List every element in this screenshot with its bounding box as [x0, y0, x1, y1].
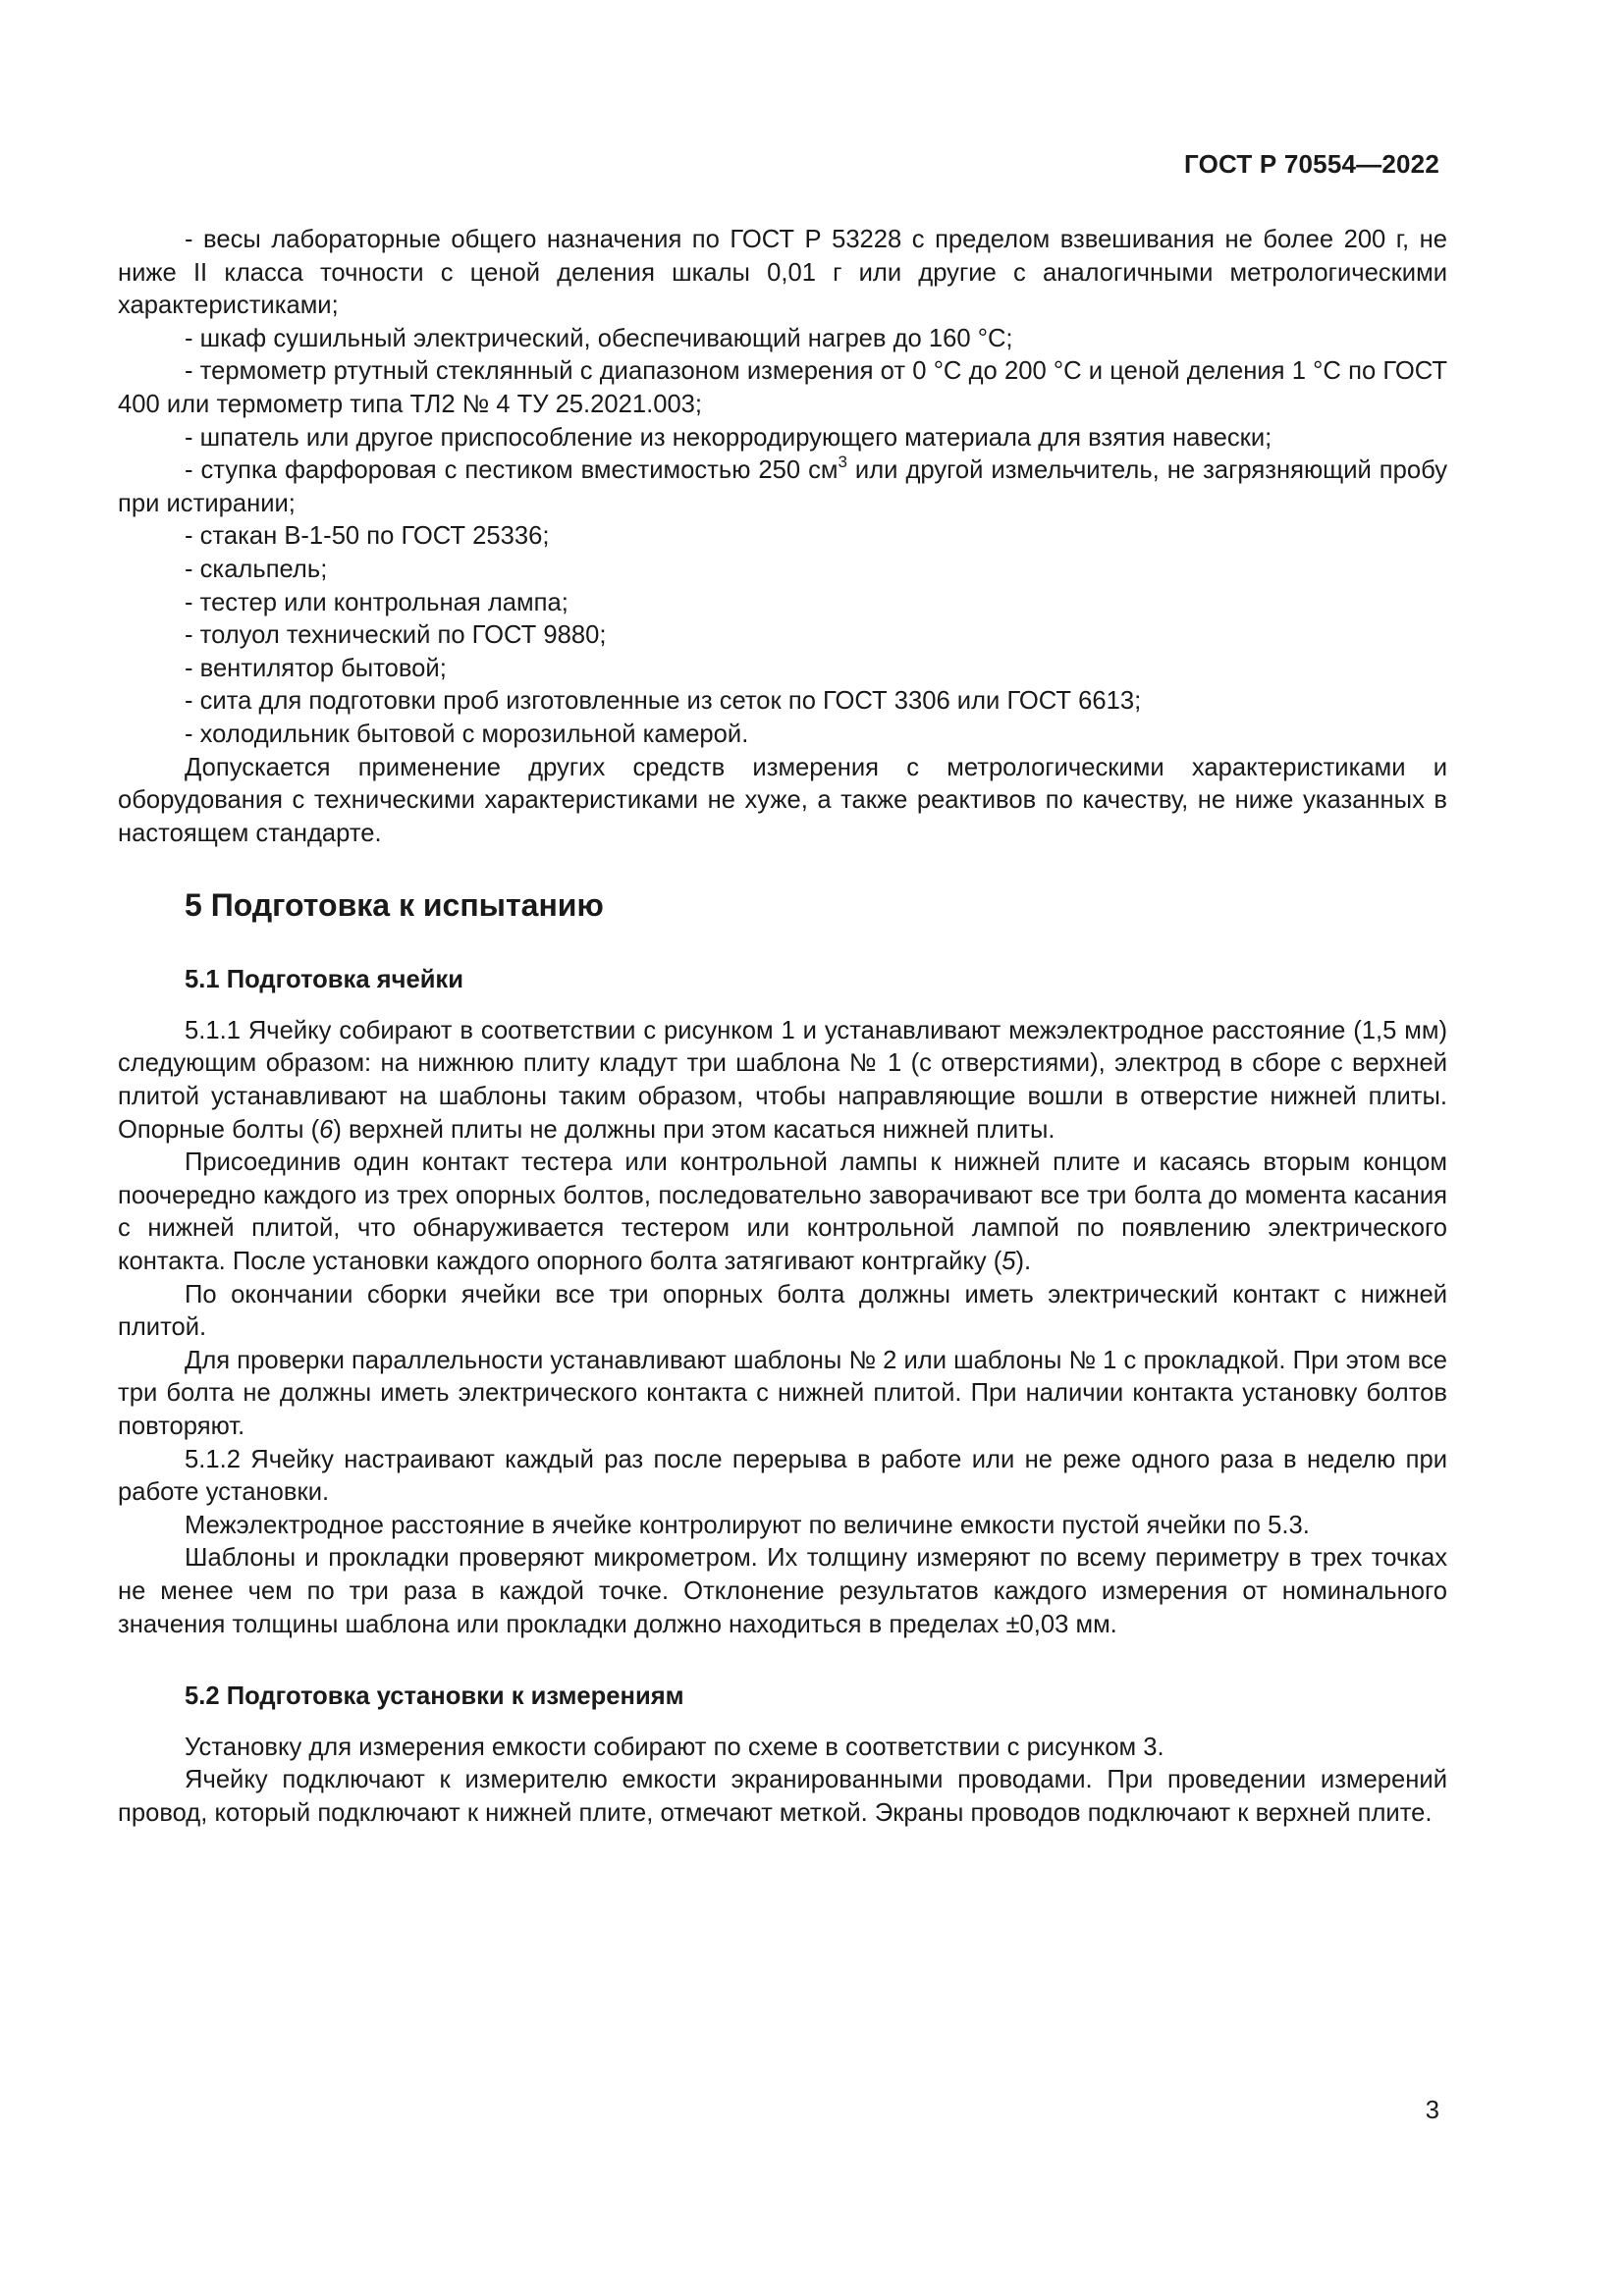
paragraph-5-1-2: 5.1.2 Ячейку настраивают каждый раз после перерыва в работе или не реже одного раза в неделю при работе установки.	[118, 1445, 1447, 1507]
paragraph: Межэлектродное расстояние в ячейке контролируют по величине емкости пустой ячейки по 5.3.	[185, 1511, 1310, 1539]
page-number: 3	[1425, 2097, 1439, 2124]
paragraph-text: ) верхней плиты не должны при этом касаться нижней плиты.	[333, 1115, 1056, 1144]
list-item: - тестер или контрольная лампа;	[185, 588, 568, 616]
list-item: - толуол технический по ГОСТ 9880;	[185, 621, 607, 650]
list-item: - термометр ртутный стеклянный с диапазоном измерения от 0 °С до 200 °С и ценой деления 1 °С по ГОСТ 400 или термометр типа ТЛ2 № 4 ТУ 25.2021.003;	[118, 357, 1447, 418]
list-item: - шпатель или другое приспособление из некорродирующего материала для взятия навески;	[185, 423, 1272, 452]
list-item: - холодильник бытовой с морозильной камерой.	[185, 720, 749, 748]
ref-number-italic: 6	[319, 1115, 334, 1144]
list-item-mortar	[118, 454, 1447, 520]
mortar-text-before: - ступка фарфоровая с пестиком вместимостью 250 см	[185, 456, 839, 485]
paragraph-5-1-1	[118, 1015, 1447, 1147]
list-item: - стакан В-1-50 по ГОСТ 25336;	[185, 522, 550, 551]
paragraph-text: Присоединив один контакт тестера или контрольной лампы к нижней плите и касаясь вторым концом поочередно каждого из трех опорных болтов, последовательно заворачивают все три болта до момента касания с нижней плитой, что обнаруживается тестером или контрольной лампой по появлению электрического контакта. После установки каждого опорного болта затягивают контргайку (	[118, 1148, 1447, 1276]
paragraph: По окончании сборки ячейки все три опорных болта должны иметь электрический контакт с нижней плитой.	[118, 1280, 1447, 1342]
paragraph-text: ).	[1015, 1248, 1032, 1276]
document-body	[118, 224, 1447, 1831]
list-item: - шкаф сушильный электрический, обеспечивающий нагрев до 160 °С;	[185, 324, 1013, 352]
list-item: - сита для подготовки проб изготовленные из сеток по ГОСТ 3306 или ГОСТ 6613;	[185, 687, 1142, 716]
paragraph: Установку для измерения емкости собирают по схеме в соответствии с рисунком 3.	[185, 1733, 1164, 1761]
list-item: - скальпель;	[185, 555, 328, 583]
mortar-text-after: или другой измельчитель, не загрязняющий пробу при истирании;	[118, 456, 1448, 517]
paragraph: Для проверки параллельности устанавливают шаблоны № 2 или шаблоны № 1 с прокладкой. При этом все три болта не должны иметь электрического контакта с нижней плитой. При наличии контакта установку болтов повторяют.	[118, 1346, 1447, 1440]
paragraph: Шаблоны и прокладки проверяют микрометром. Их толщину измеряют по всему периметру в трех точках не менее чем по три раза в каждой точке. Отклонение результатов каждого измерения от номинального значения толщины шаблона или прокладки должно находиться в пределах ±0,03 мм.	[118, 1544, 1447, 1638]
list-item: - вентилятор бытовой;	[185, 654, 447, 682]
section-5-heading: 5 Подготовка к испытанию	[185, 887, 604, 924]
list-item: - весы лабораторные общего назначения по ГОСТ Р 53228 с пределом взвешивания не более 200 г, не ниже II класса точности с ценой деления шкалы 0,01 г или другие с аналогичными метрологическими характеристиками;	[118, 226, 1448, 320]
document-code: ГОСТ Р 70554—2022	[1184, 149, 1439, 179]
paragraph: Ячейку подключают к измерителю емкости экранированными проводами. При проведении измерений провод, который подключают к нижней плите, отмечают меткой. Экраны проводов подключают к верхней плите.	[118, 1766, 1447, 1827]
ref-number-italic: 5	[1001, 1248, 1016, 1276]
paragraph-contact-check	[118, 1147, 1447, 1278]
superscript-3: 3	[838, 452, 847, 471]
paragraph-text: 5.1.1 Ячейку собирают в соответствии с рисунком 1 и устанавливают межэлектродное расстояние (1,5 мм) следующим образом: на нижнюю плиту кладут три шаблона № 1 (с отверстиями), электрод в сборе с верхней плитой устанавливают на шаблоны таким образом, чтобы направляющие вошли в отверстие нижней плиты. Опорные болты (	[118, 1016, 1447, 1144]
subsection-5-2-heading: 5.2 Подготовка установки к измерениям	[185, 1682, 684, 1711]
permission-paragraph: Допускается применение других средств измерения с метрологическими характеристиками и оборудования с техническими характеристиками не хуже, а также реактивов по качеству, не ниже указанных в настоящем стандарте.	[118, 753, 1447, 847]
subsection-5-1-heading: 5.1 Подготовка ячейки	[185, 966, 463, 994]
